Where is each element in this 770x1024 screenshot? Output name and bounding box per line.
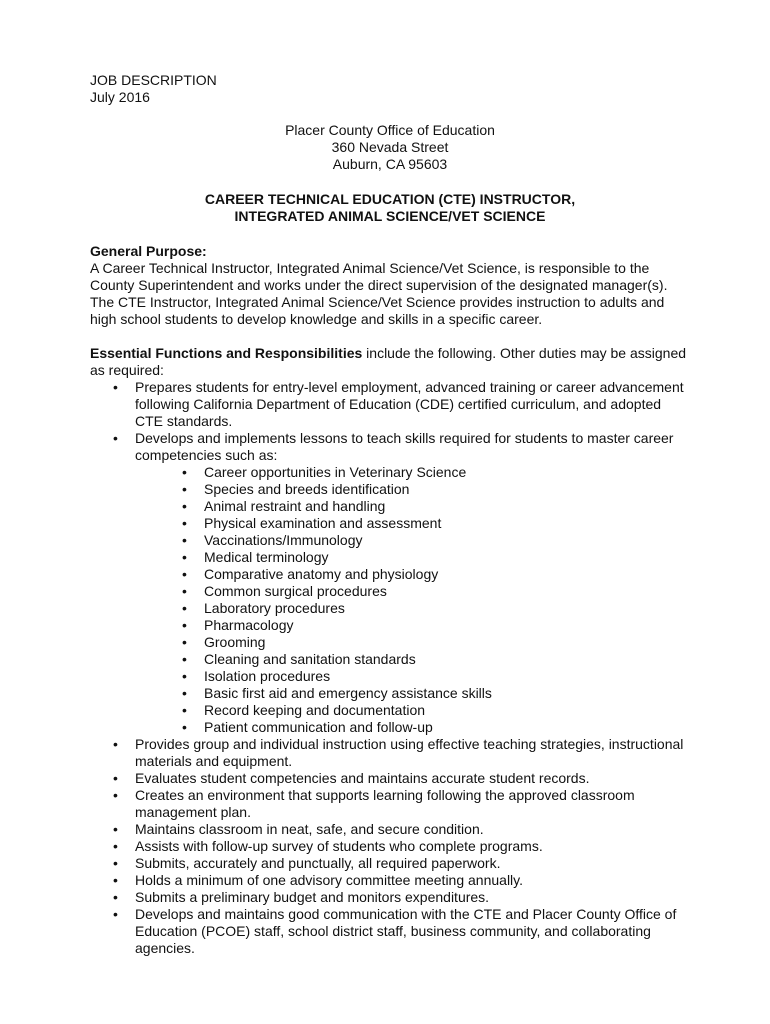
document-header [90,72,690,106]
essential-functions-section [90,345,690,957]
list-item: • Submits a preliminary budget and monitors expenditures. [90,889,690,906]
essential-functions-heading: Essential Functions and Responsibilities [90,345,363,361]
competency-item: • Medical terminology [135,549,690,566]
list-item: • Submits, accurately and punctually, all required paperwork. [90,855,690,872]
list-item: • Holds a minimum of one advisory committee meeting annually. [90,872,690,889]
list-item: • Assists with follow-up survey of students who complete programs. [90,838,690,855]
document-page [90,72,690,957]
competency-item: • Isolation procedures [135,668,690,685]
competency-item: • Cleaning and sanitation standards [135,651,690,668]
competency-item: • Common surgical procedures [135,583,690,600]
competency-item: • Species and breeds identification [135,481,690,498]
competency-item: • Laboratory procedures [135,600,690,617]
organization-city: Auburn, CA 95603 [332,156,448,172]
job-title-line2: INTEGRATED ANIMAL SCIENCE/VET SCIENCE [234,208,546,224]
competency-item: • Comparative anatomy and physiology [135,566,690,583]
competency-item: • Animal restraint and handling [135,498,690,515]
competencies-list [135,464,690,736]
competency-item: • Physical examination and assessment [135,515,690,532]
organization-address [90,122,690,173]
competency-item: • Vaccinations/Immunology [135,532,690,549]
job-title [90,191,690,225]
competency-item: • Record keeping and documentation [135,702,690,719]
list-item: • Evaluates student competencies and maintains accurate student records. [90,770,690,787]
job-title-line1: CAREER TECHNICAL EDUCATION (CTE) INSTRUCTOR, [204,191,576,207]
list-item: • Maintains classroom in neat, safe, and secure condition. [90,821,690,838]
general-purpose-text: A Career Technical Instructor, Integrated Animal Science/Vet Science, is responsible to the County Superintendent and works under the direct supervision of the designated manager(s). The CTE Instructor, Integrated Animal Science/Vet Science provides instruction to adults and high school students to develop knowledge and skills in a specific career. [90,260,668,327]
doc-date: July 2016 [90,89,150,105]
list-item [90,430,690,736]
general-purpose-section [90,243,690,328]
essential-functions-intro [90,345,690,379]
competency-item: • Career opportunities in Veterinary Science [135,464,690,481]
list-item-text: Develops and implements lessons to teach skills required for students to master career competencies such as: [135,430,674,463]
competency-item: • Basic first aid and emergency assistance skills [135,685,690,702]
list-item: • Prepares students for entry-level employment, advanced training or career advancement following California Department of Education (CDE) certified curriculum, and adopted CTE standards. [90,379,690,430]
list-item: • Creates an environment that supports learning following the approved classroom management plan. [90,787,690,821]
essential-functions-intro-text: include the following. Other duties may be assigned as required: [90,345,687,378]
responsibilities-list [90,379,690,957]
competency-item: • Grooming [135,634,690,651]
list-item: • Develops and maintains good communication with the CTE and Placer County Office of Education (PCOE) staff, school district staff, business community, and collaborating agencies. [90,906,690,957]
competency-item: • Pharmacology [135,617,690,634]
general-purpose-heading: General Purpose: [90,243,207,259]
organization-street: 360 Nevada Street [331,139,449,155]
list-item: • Provides group and individual instruction using effective teaching strategies, instructional materials and equipment. [90,736,690,770]
competency-item: • Patient communication and follow-up [135,719,690,736]
doc-type: JOB DESCRIPTION [90,72,217,88]
organization-name: Placer County Office of Education [285,122,495,138]
